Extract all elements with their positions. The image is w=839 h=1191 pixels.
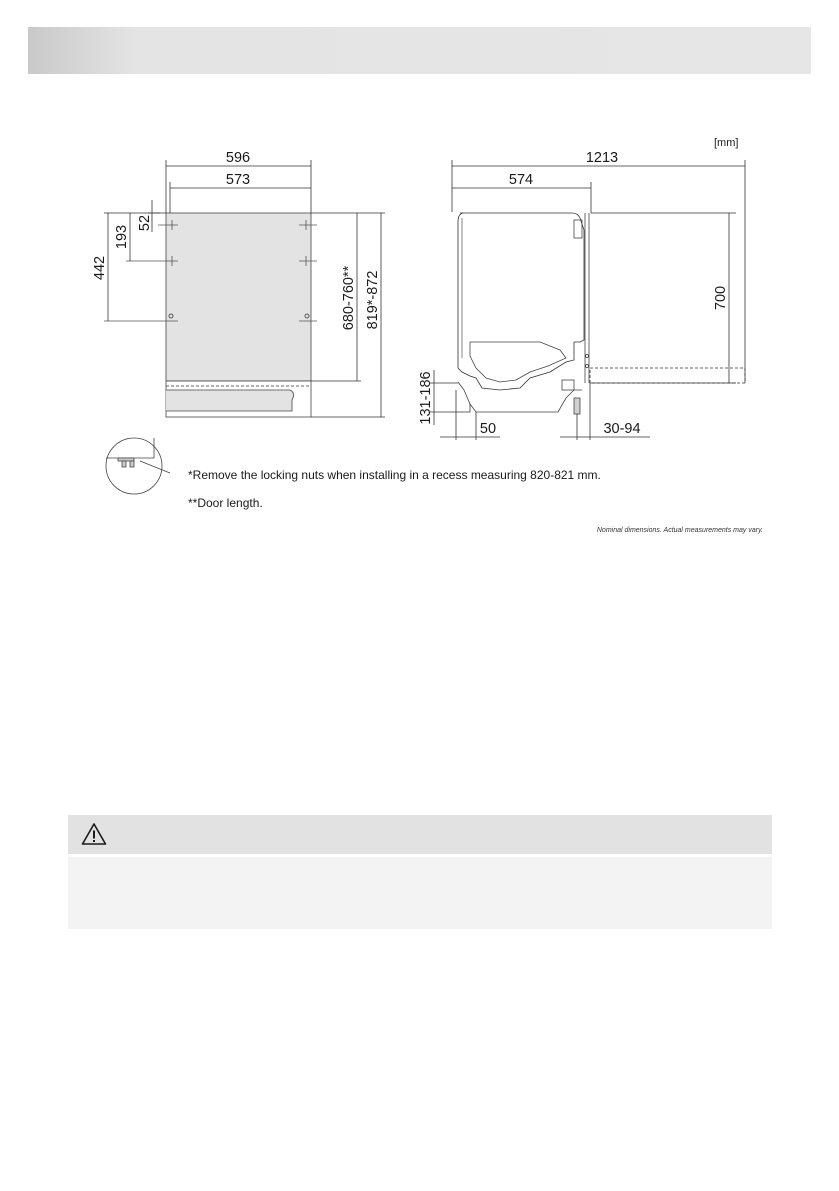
dimensions-disclaimer: Nominal dimensions. Actual measurements may vary. (596, 527, 763, 534)
dim-596: 596 (225, 150, 251, 166)
door-length-note: **Door length. (188, 496, 263, 510)
dim-193: 193 (114, 224, 130, 250)
dim-50: 50 (479, 421, 497, 437)
dim-52: 52 (137, 214, 153, 232)
unit-label: [mm] (714, 137, 739, 149)
dim-131-186: 131-186 (418, 371, 434, 425)
warning-body (68, 857, 772, 929)
front-door-panel (166, 213, 311, 381)
dim-442: 442 (92, 255, 108, 281)
locking-nuts-note: *Remove the locking nuts when installing in a recess measuring 820-821 mm. (188, 468, 601, 482)
warning-triangle-icon (81, 822, 107, 846)
warning-header (68, 815, 772, 854)
dim-574: 574 (508, 172, 534, 188)
dim-height-range: 819*-872 (365, 270, 381, 330)
dim-700: 700 (713, 285, 729, 311)
dim-30-94: 30-94 (603, 421, 641, 437)
dim-573: 573 (225, 172, 251, 188)
dim-door-length: 680-760** (341, 265, 357, 331)
dim-1213: 1213 (585, 150, 619, 166)
